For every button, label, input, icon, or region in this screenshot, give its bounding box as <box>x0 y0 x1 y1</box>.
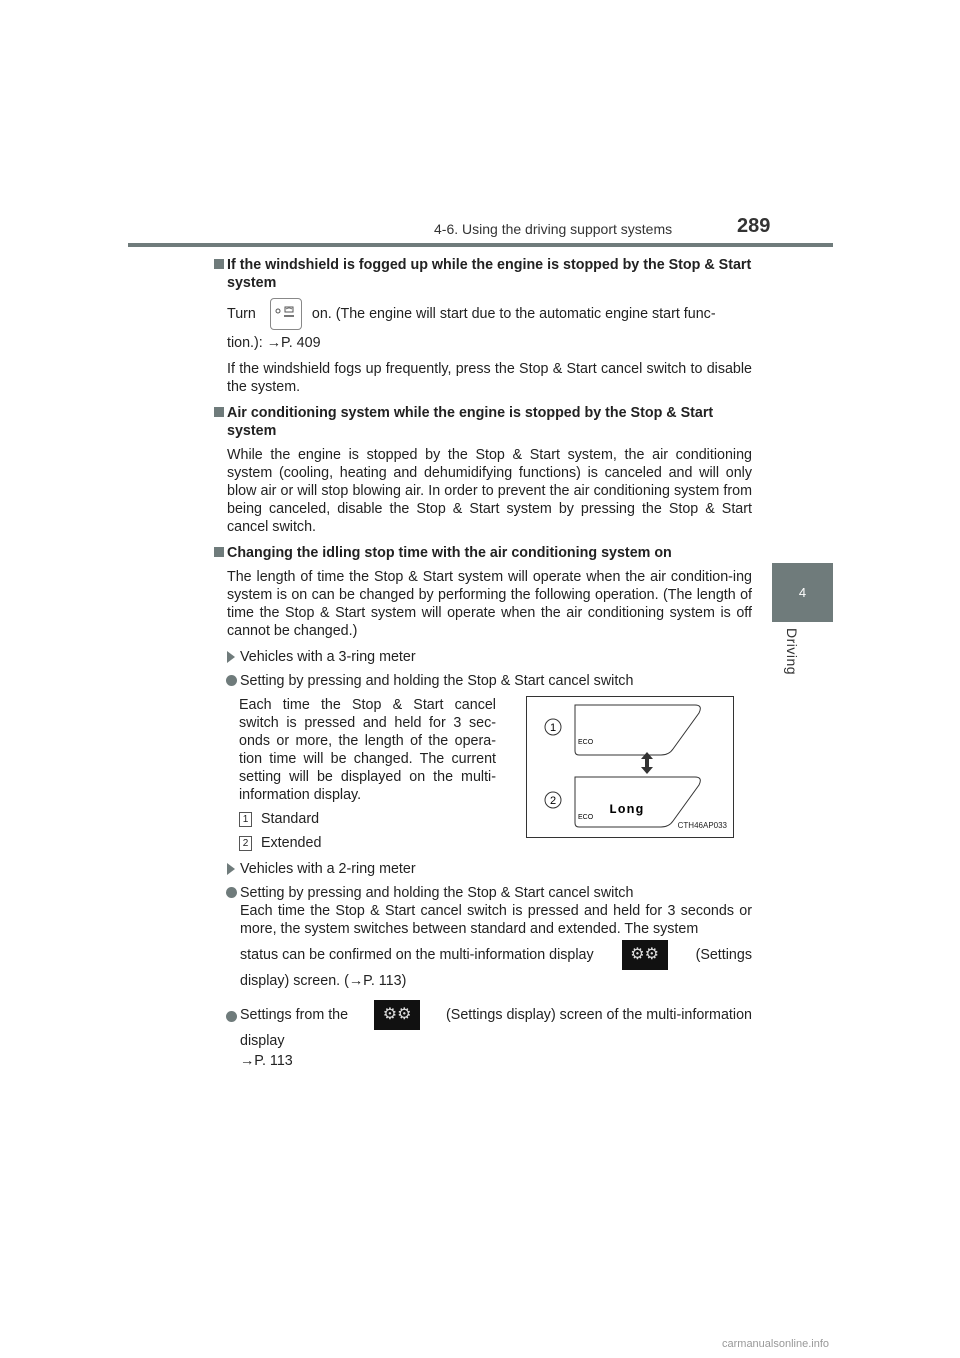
long-display-text: Long <box>609 802 645 817</box>
section-heading-fog: If the windshield is fogged up while the engine is stopped by the Stop & Start system <box>214 256 752 292</box>
fig-num-2: 2 <box>549 795 557 807</box>
two-ring-bullet: Setting by pressing and holding the Stop & Start cancel switch <box>214 884 752 902</box>
page-content <box>214 256 752 1076</box>
section-heading-idle: Changing the idling stop time with the air conditioning system on <box>214 544 752 562</box>
settings-gear-icon: ⚙⚙ <box>374 1000 420 1030</box>
figure-caption: CTH46AP033 <box>677 821 727 830</box>
settings-gear-icon: ⚙⚙ <box>622 940 668 970</box>
fig-num-1: 1 <box>549 722 557 734</box>
heading-square-icon <box>214 407 224 417</box>
eco-label-1: ECO <box>578 739 594 746</box>
three-ring-figure-block <box>214 696 752 852</box>
fog-turn-cont: tion.): →P. 409 <box>227 335 321 351</box>
legend-standard: 1 Standard <box>239 810 496 828</box>
eco-label-2: ECO <box>578 814 594 821</box>
page-number: 289 <box>737 215 771 237</box>
header-section-title: 4-6. Using the driving support systems <box>434 221 673 237</box>
display-illustration <box>526 696 734 838</box>
circle-bullet-icon <box>226 887 237 898</box>
ac-body: While the engine is stopped by the Stop & Start system, the air conditioning system (cooling, heating and dehumidifying functions) is canceled and will only blow air or will stop blowing air. In order to prevent the air conditioning system from being canceled, disable the Stop & Start system by pressing the Stop & Start cancel switch. <box>227 447 752 535</box>
legend-extended: 2 Extended <box>239 834 496 852</box>
triangle-bullet-icon <box>227 863 235 875</box>
settings-cont: display <box>240 1033 285 1049</box>
two-ring-body2: status can be confirmed on the multi-information display ⚙⚙ (Settings <box>214 940 752 970</box>
circle-bullet-icon <box>226 675 237 686</box>
heading-square-icon <box>214 547 224 557</box>
settings-bullet: Settings from the ⚙⚙ (Settings display) screen of the multi-information <box>214 1000 752 1030</box>
front-defogger-button-icon <box>270 298 302 330</box>
header-rule <box>128 243 833 247</box>
section-heading-ac: Air conditioning system while the engine is stopped by the Stop & Start system <box>214 404 752 440</box>
circle-bullet-icon <box>226 1011 237 1022</box>
two-ring-body3: display) screen. (→P. 113) <box>240 973 407 989</box>
watermark: carmanualsonline.info <box>722 1338 830 1350</box>
fog-body: If the windshield fogs up frequently, press the Stop & Start cancel switch to disable the system. <box>227 361 752 395</box>
three-ring-label: Vehicles with a 3-ring meter <box>214 648 752 666</box>
idle-body: The length of time the Stop & Start system will operate when the air condition-ing system is on can be changed by performing the following operation. (The length of time the Stop & Start system will operate when the air conditioning system is off cannot be changed.) <box>227 569 752 639</box>
chapter-number: 4 <box>798 585 807 600</box>
chapter-label: Driving <box>784 628 800 676</box>
settings-ref: →P. 113 <box>240 1053 293 1069</box>
chapter-tab <box>772 563 833 622</box>
three-ring-fig-text: Each time the Stop & Start cancel switch is pressed and held for 3 sec-onds or more, the length of the opera-tion time will be changed. The current setting will be displayed on the multi-information display. 1 Standard 2 Extended <box>239 697 496 851</box>
two-ring-body1: Each time the Stop & Start cancel switch is pressed and held for 3 seconds or more, the system switches between standard and extended. The system <box>240 903 752 937</box>
fog-turn-line: Turn on. (The engine will start due to the automatic engine start func- <box>214 298 752 330</box>
three-ring-bullet: Setting by pressing and holding the Stop & Start cancel switch <box>214 672 752 690</box>
two-ring-label: Vehicles with a 2-ring meter <box>214 860 752 878</box>
heading-square-icon <box>214 259 224 269</box>
triangle-bullet-icon <box>227 651 235 663</box>
